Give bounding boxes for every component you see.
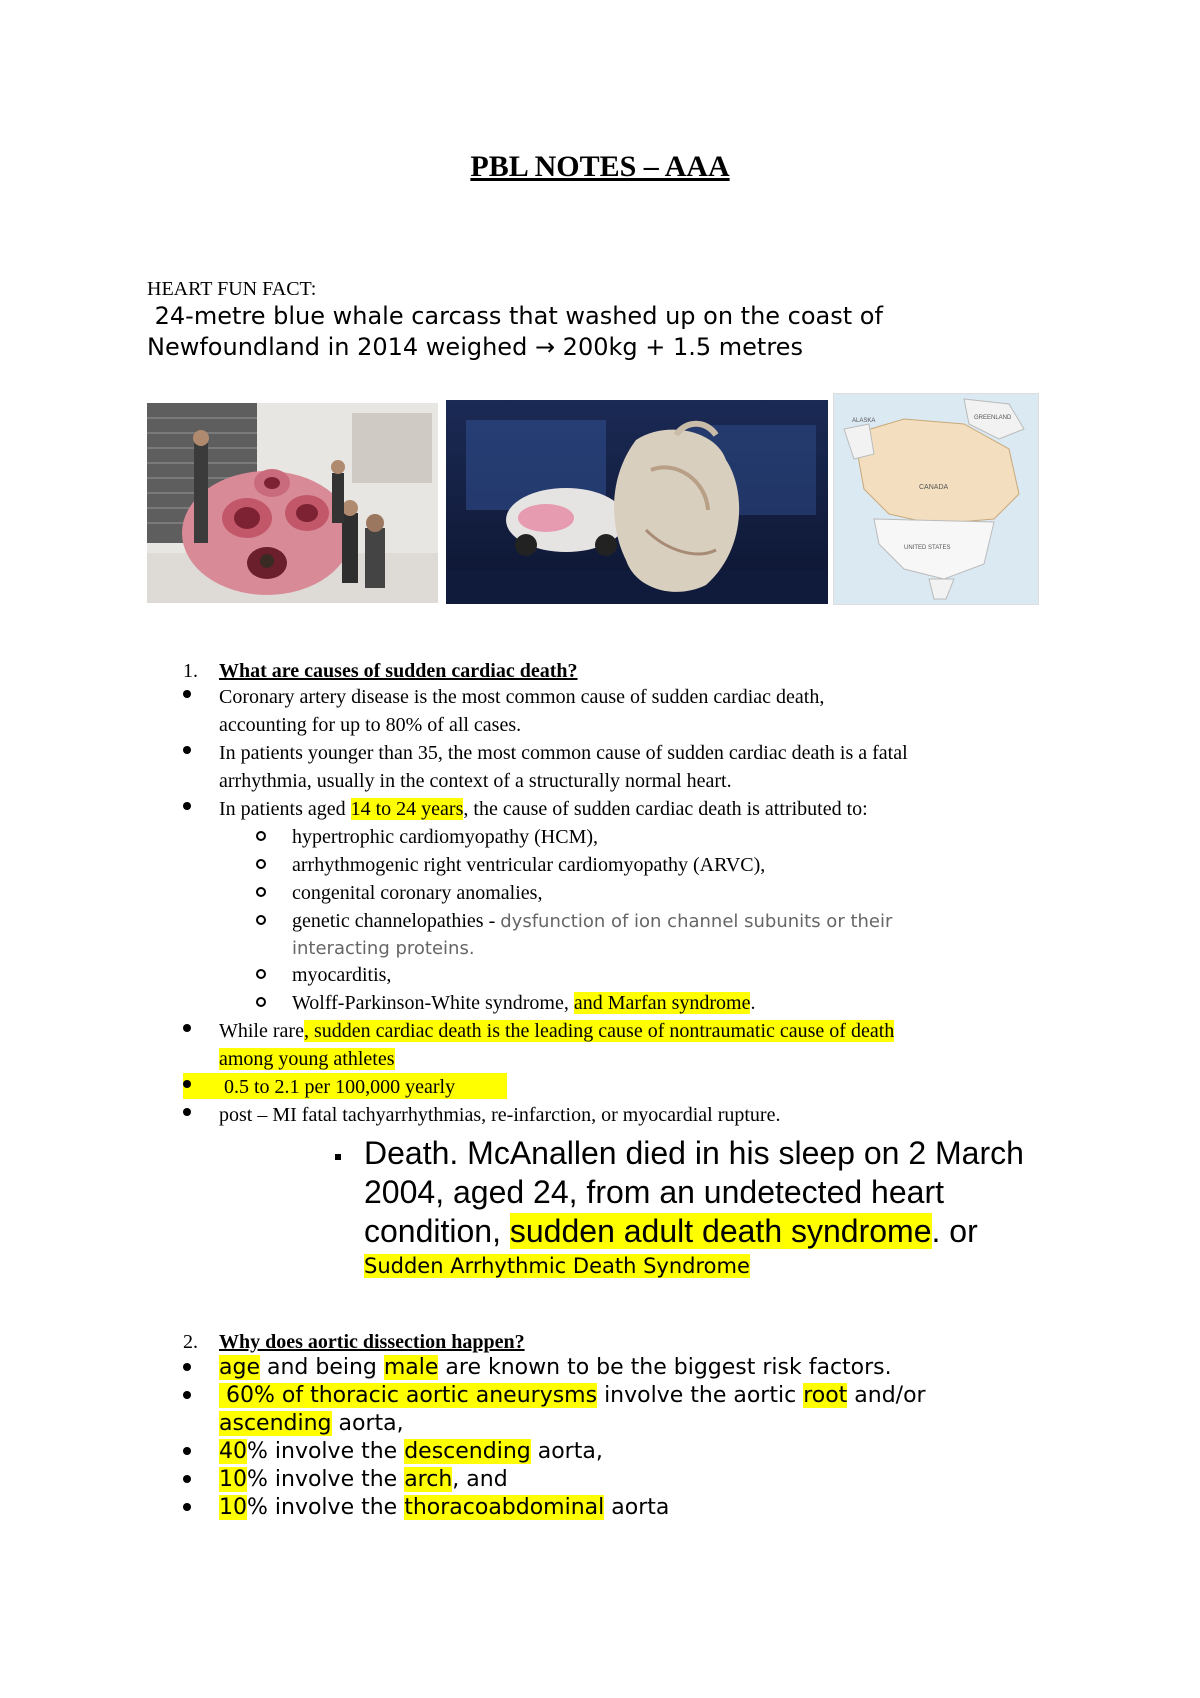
bullet-icon xyxy=(183,1024,191,1032)
s1-quote-line2: 2004, aged 24, from an undetected heart xyxy=(364,1174,944,1210)
s1-quote-line1: Death. McAnallen died in his sleep on 2 March xyxy=(364,1135,1024,1171)
bullet-icon xyxy=(183,1391,191,1399)
s1-sub4-cont: interacting proteins. xyxy=(292,938,475,959)
s1-sub1: hypertrophic cardiomyopathy (HCM), xyxy=(292,826,599,848)
map-label-canada: CANADA xyxy=(919,484,949,491)
circle-bullet-icon xyxy=(256,887,266,897)
bullet-icon xyxy=(183,1503,191,1511)
bullet-icon xyxy=(183,690,191,698)
heart-model-photo xyxy=(147,403,438,603)
section1-heading: What are causes of sudden cardiac death? xyxy=(219,660,578,682)
circle-bullet-icon xyxy=(256,859,266,869)
section2-number: 2. xyxy=(183,1331,198,1353)
s1-sub2: arrhythmogenic right ventricular cardiomyopathy (ARVC), xyxy=(292,854,766,876)
s1-bullet1-line2: accounting for up to 80% of all cases. xyxy=(219,714,522,736)
bullet-icon xyxy=(183,1080,191,1088)
fun-fact-line1: 24-metre blue whale carcass that washed up on the coast of xyxy=(147,302,883,330)
fun-fact-label: HEART FUN FACT: xyxy=(147,278,317,300)
s1-bullet6: post – MI fatal tachyarrhythmias, re-infarction, or myocardial rupture. xyxy=(219,1104,781,1126)
bullet-icon xyxy=(183,1108,191,1116)
section2-heading: Why does aortic dissection happen? xyxy=(219,1331,525,1353)
heart-exhibit-photo xyxy=(446,400,828,604)
circle-bullet-icon xyxy=(256,997,266,1007)
circle-bullet-icon xyxy=(256,915,266,925)
map-label-us: UNITED STATES xyxy=(904,545,951,551)
bullet-icon xyxy=(183,1447,191,1455)
s1-bullet4-line1: While rare, sudden cardiac death is the leading cause of nontraumatic cause of death xyxy=(219,1020,895,1042)
circle-bullet-icon xyxy=(256,969,266,979)
s1-bullet5: 0.5 to 2.1 per 100,000 yearly xyxy=(219,1076,456,1098)
section1-number: 1. xyxy=(183,660,198,682)
north-america-map xyxy=(833,393,1039,605)
arrow-icon: → xyxy=(534,333,556,361)
s1-sub5: myocarditis, xyxy=(292,964,392,986)
circle-bullet-icon xyxy=(256,831,266,841)
s2-risk5: 10% involve the thoracoabdominal aorta xyxy=(219,1495,670,1520)
bullet-icon xyxy=(183,1475,191,1483)
s1-sub3: congenital coronary anomalies, xyxy=(292,882,543,904)
s1-bullet2-line2: arrhythmia, usually in the context of a structurally normal heart. xyxy=(219,770,732,792)
map-label-alaska: ALASKA xyxy=(852,418,876,424)
s2-risk1: age and being male are known to be the biggest risk factors. xyxy=(219,1355,892,1380)
s2-risk3: 40% involve the descending aorta, xyxy=(219,1439,603,1464)
square-bullet-icon xyxy=(335,1154,341,1160)
s1-sub4: genetic channelopathies - dysfunction of ion channel subunits or their xyxy=(292,910,893,932)
fun-fact-line2: Newfoundland in 2014 weighed → 200kg + 1.5 metres xyxy=(147,333,803,361)
s1-bullet1-line1: Coronary artery disease is the most common cause of sudden cardiac death, xyxy=(219,686,825,708)
bullet-icon xyxy=(183,1363,191,1371)
map-label-greenland: GREENLAND xyxy=(974,415,1012,421)
s1-quote-line3: condition, sudden adult death syndrome. or xyxy=(364,1213,978,1249)
s2-risk2-line1: 60% of thoracic aortic aneurysms involve the aortic root and/or xyxy=(219,1383,926,1408)
s1-bullet4-line2: among young athletes xyxy=(219,1048,395,1070)
page-title: PBL NOTES – AAA xyxy=(470,150,730,183)
s2-risk2-line2: ascending aorta, xyxy=(219,1411,404,1436)
s1-sub6: Wolff-Parkinson-White syndrome, and Marfan syndrome. xyxy=(292,992,756,1014)
bullet-icon xyxy=(183,802,191,810)
bullet-icon xyxy=(183,746,191,754)
s1-bullet2-line1: In patients younger than 35, the most common cause of sudden cardiac death is a fatal xyxy=(219,742,908,764)
s1-quote-line4: Sudden Arrhythmic Death Syndrome xyxy=(364,1254,750,1278)
s2-risk4: 10% involve the arch, and xyxy=(219,1467,508,1492)
s1-bullet3: In patients aged 14 to 24 years, the cause of sudden cardiac death is attributed to: xyxy=(219,798,868,820)
